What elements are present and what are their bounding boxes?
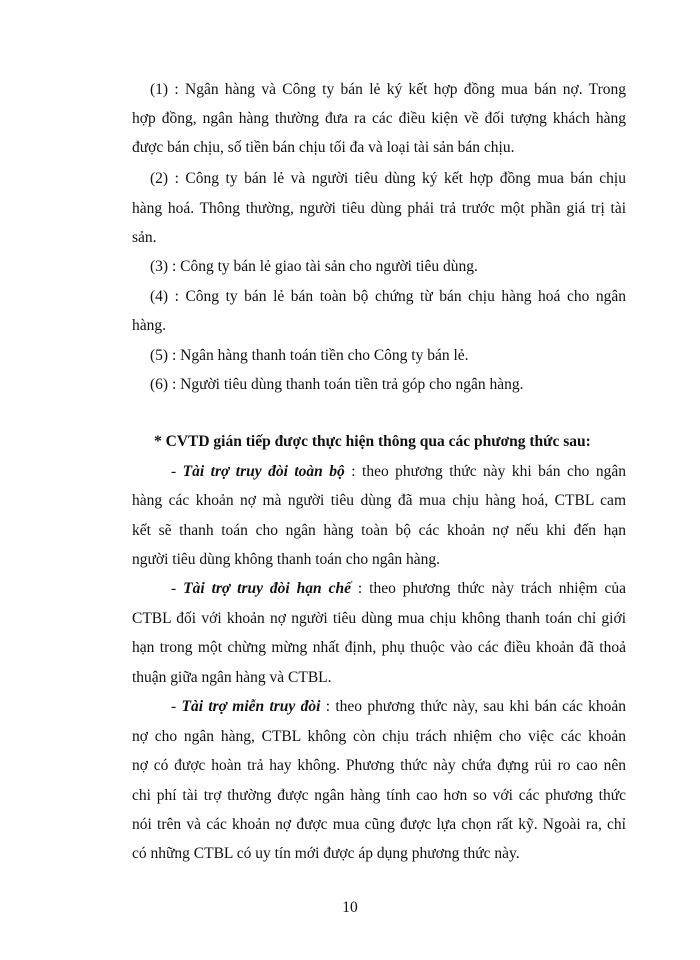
method-1-line-3: kết sẽ thanh toán cho ngân hàng toàn bộ các khoản nợ nếu khi đến hạn [132, 522, 626, 539]
method-text: : theo phương thức này trách nhiệm của [357, 580, 626, 597]
method-3-line-5: nói trên và các khoản nợ được mua cũng được lựa chọn rất kỹ. Ngoài ra, chỉ [132, 816, 626, 833]
step-2-line-3: sản. [132, 229, 157, 246]
method-dash: - [171, 463, 177, 480]
method-1-first-line [171, 462, 626, 482]
method-2-line-2: CTBL đối với khoản nợ người tiêu dùng mua chịu không thanh toán chỉ giới [132, 610, 626, 627]
method-dash: - [171, 580, 177, 597]
step-number: (6) [150, 376, 169, 393]
step-2-line-2: hàng hoá. Thông thường, người tiêu dùng phải trả trước một phần giá trị tài [132, 200, 626, 217]
step-number: (5) [150, 347, 169, 364]
step-2-first-line [150, 169, 626, 189]
section-heading: * CVTD gián tiếp được thực hiện thông qua các phương thức sau: [154, 433, 591, 450]
method-term: Tài trợ truy đòi hạn chế [183, 580, 351, 597]
method-1-line-4: người tiêu dùng không thanh toán cho ngân hàng. [132, 551, 441, 568]
method-text: : theo phương thức này khi bán cho ngân [351, 463, 627, 480]
method-2-line-3: hạn trong một chừng mừng nhất định, phụ thuộc vào các điều khoản đã thoả [132, 639, 626, 656]
method-2-line-4: thuận giữa ngân hàng và CTBL. [132, 669, 332, 686]
method-term: Tài trợ miễn truy đòi [181, 698, 321, 715]
method-dash: - [171, 698, 177, 715]
method-3-first-line [171, 697, 626, 717]
step-text: : Công ty bán lẻ và người tiêu dùng ký kết hợp đồng mua bán chịu [174, 170, 626, 187]
step-1-first-line [150, 80, 626, 100]
method-text: : theo phương thức này, sau khi bán các khoản [325, 698, 627, 715]
step-number: (3) [150, 258, 169, 275]
step-text: : Người tiêu dùng thanh toán tiền trả góp cho ngân hàng. [171, 376, 524, 393]
method-1-line-2: hàng các khoản nợ mà người tiêu dùng đã mua chịu hàng hoá, CTBL cam [132, 492, 626, 509]
step-5-line [150, 346, 469, 366]
method-3-line-4: chi phí tài trợ thường được ngân hàng tính cao hơn so với các phương thức [132, 787, 626, 804]
step-text: : Ngân hàng và Công ty bán lẻ ký kết hợp đồng mua bán nợ. Trong [174, 81, 626, 98]
step-number: (4) [150, 288, 169, 305]
method-3-line-6: có những CTBL có uy tín mới được áp dụng phương thức này. [132, 845, 520, 862]
page-number: 10 [342, 899, 358, 916]
step-6-line [150, 375, 523, 395]
step-1-line-3: được bán chịu, số tiền bán chịu tối đa và loại tài sản bán chịu. [132, 139, 515, 156]
step-text: : Công ty bán lẻ giao tài sản cho người tiêu dùng. [171, 258, 478, 275]
method-2-first-line [171, 579, 626, 599]
step-1-line-2: hợp đồng, ngân hàng thường đưa ra các điều kiện về đối tượng khách hàng [132, 110, 626, 127]
step-text: : Ngân hàng thanh toán tiền cho Công ty bán lẻ. [171, 347, 469, 364]
step-number: (2) [150, 170, 169, 187]
step-3-line [150, 257, 478, 277]
step-4-line-2: hàng. [132, 317, 167, 334]
method-3-line-2: nợ cho ngân hàng, CTBL không còn chịu trách nhiệm cho việc các khoản [132, 728, 626, 745]
step-4-first-line [150, 287, 626, 307]
method-term: Tài trợ truy đòi toàn bộ [182, 463, 345, 480]
step-text: : Công ty bán lẻ bán toàn bộ chứng từ bán chịu hàng hoá cho ngân [174, 288, 627, 305]
method-3-line-3: nợ có được hoàn trả hay không. Phương thức này chứa đựng rủi ro cao nên [132, 757, 626, 774]
step-number: (1) [150, 81, 169, 98]
